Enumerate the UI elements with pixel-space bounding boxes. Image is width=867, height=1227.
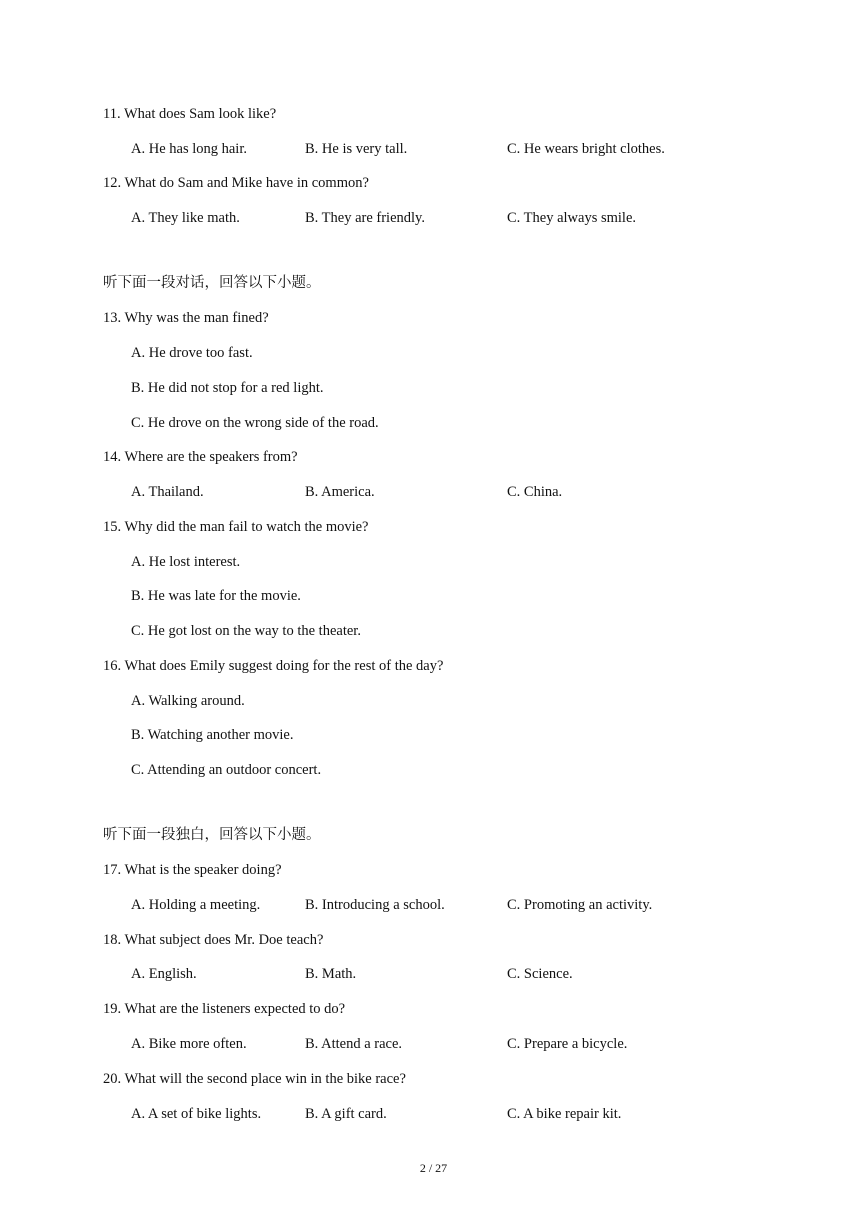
q17-option-c: C. Promoting an activity. xyxy=(507,897,653,913)
q17-option-b: B. Introducing a school. xyxy=(305,897,445,913)
q20-option-c: C. A bike repair kit. xyxy=(507,1106,622,1122)
q15-option-a: A. He lost interest. xyxy=(131,554,241,570)
q11-option-b: B. He is very tall. xyxy=(305,141,408,157)
q13-option-b: B. He did not stop for a red light. xyxy=(131,380,324,396)
question-11: 11. What does Sam look like? xyxy=(103,106,277,122)
section-dialogue-heading: 听下面一段对话，回答以下小题。 xyxy=(103,275,321,291)
section-monologue-heading: 听下面一段独白，回答以下小题。 xyxy=(103,827,321,843)
q12-option-c: C. They always smile. xyxy=(507,210,637,226)
q11-option-c: C. He wears bright clothes. xyxy=(507,141,665,157)
question-20: 20. What will the second place win in the bike race? xyxy=(103,1071,406,1087)
question-16: 16. What does Emily suggest doing for the rest of the day? xyxy=(103,658,444,674)
q11-option-a: A. He has long hair. xyxy=(131,141,247,157)
question-15: 15. Why did the man fail to watch the movie? xyxy=(103,519,369,535)
q19-option-c: C. Prepare a bicycle. xyxy=(507,1036,628,1052)
question-18: 18. What subject does Mr. Doe teach? xyxy=(103,932,324,948)
question-12: 12. What do Sam and Mike have in common? xyxy=(103,175,369,191)
q13-option-a: A. He drove too fast. xyxy=(131,345,253,361)
q12-option-b: B. They are friendly. xyxy=(305,210,425,226)
q20-option-b: B. A gift card. xyxy=(305,1106,387,1122)
q19-option-a: A. Bike more often. xyxy=(131,1036,247,1052)
q18-option-a: A. English. xyxy=(131,966,197,982)
question-14: 14. Where are the speakers from? xyxy=(103,449,298,465)
q17-option-a: A. Holding a meeting. xyxy=(131,897,261,913)
q14-option-c: C. China. xyxy=(507,484,563,500)
q12-option-a: A. They like math. xyxy=(131,210,240,226)
q19-option-b: B. Attend a race. xyxy=(305,1036,403,1052)
q16-option-c: C. Attending an outdoor concert. xyxy=(131,762,322,778)
question-13: 13. Why was the man fined? xyxy=(103,310,269,326)
q13-option-c: C. He drove on the wrong side of the road. xyxy=(131,415,379,431)
question-17: 17. What is the speaker doing? xyxy=(103,862,282,878)
q14-option-b: B. America. xyxy=(305,484,375,500)
q15-option-c: C. He got lost on the way to the theater. xyxy=(131,623,361,639)
page-number: 2 / 27 xyxy=(419,1161,448,1175)
q20-option-a: A. A set of bike lights. xyxy=(131,1106,262,1122)
q16-option-b: B. Watching another movie. xyxy=(131,727,294,743)
q18-option-b: B. Math. xyxy=(305,966,357,982)
q16-option-a: A. Walking around. xyxy=(131,693,245,709)
q14-option-a: A. Thailand. xyxy=(131,484,204,500)
question-19: 19. What are the listeners expected to do? xyxy=(103,1001,346,1017)
q15-option-b: B. He was late for the movie. xyxy=(131,588,301,604)
q18-option-c: C. Science. xyxy=(507,966,573,982)
